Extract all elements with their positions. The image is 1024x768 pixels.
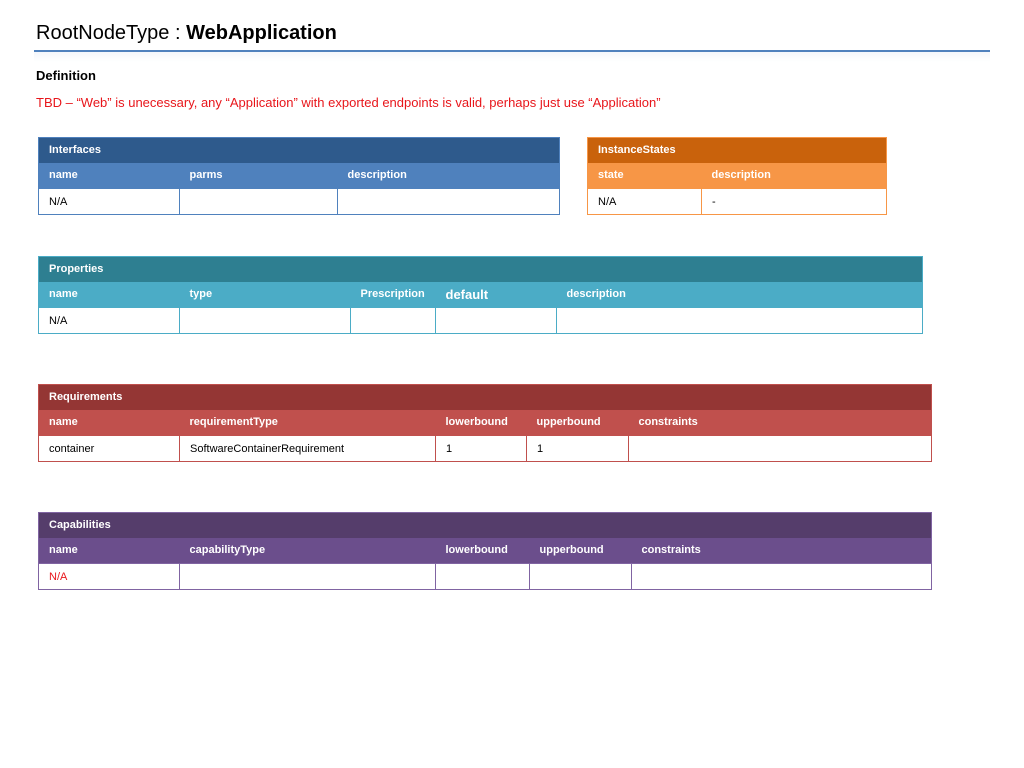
table-row <box>39 564 932 590</box>
column-header: description <box>702 163 887 189</box>
definition-text: TBD – “Web” is unecessary, any “Application” with exported endpoints is valid, perhaps just use “Application” <box>36 95 661 110</box>
column-header: name <box>39 282 180 308</box>
column-header: state <box>588 163 702 189</box>
column-header: name <box>39 410 180 436</box>
capabilities-title: Capabilities <box>39 513 932 538</box>
table-cell: N/A <box>39 564 180 590</box>
table-cell <box>180 564 436 590</box>
table-cell: N/A <box>39 189 180 215</box>
table-cell: N/A <box>39 308 180 334</box>
capabilities-table <box>38 512 932 590</box>
table-cell <box>557 308 923 334</box>
table-row <box>39 189 560 215</box>
column-header: lowerbound <box>436 410 527 436</box>
column-header: capabilityType <box>180 538 436 564</box>
table-cell <box>180 308 351 334</box>
table-cell <box>632 564 932 590</box>
column-header: upperbound <box>527 410 629 436</box>
column-header: description <box>557 282 923 308</box>
table-cell <box>180 189 338 215</box>
column-header: upperbound <box>530 538 632 564</box>
table-row <box>39 436 932 462</box>
table-cell <box>436 308 557 334</box>
table-cell: 1 <box>436 436 527 462</box>
column-header: requirementType <box>180 410 436 436</box>
interfaces-header-row <box>39 163 560 189</box>
page-title-prefix: RootNodeType : <box>36 22 187 44</box>
table-row <box>588 189 887 215</box>
requirements-header-row <box>39 410 932 436</box>
column-header: constraints <box>632 538 932 564</box>
table-cell: container <box>39 436 180 462</box>
table-cell: 1 <box>527 436 629 462</box>
properties-table <box>38 256 923 334</box>
column-header: type <box>180 282 351 308</box>
table-cell: SoftwareContainerRequirement <box>180 436 436 462</box>
column-header: name <box>39 538 180 564</box>
table-cell <box>351 308 436 334</box>
properties-header-row <box>39 282 923 308</box>
column-header: description <box>338 163 560 189</box>
table-row <box>39 308 923 334</box>
page-title <box>36 20 337 46</box>
column-header: name <box>39 163 180 189</box>
instance-states-header-row <box>588 163 887 189</box>
table-cell: - <box>702 189 887 215</box>
definition-heading: Definition <box>36 68 96 83</box>
interfaces-table <box>38 137 560 215</box>
instance-states-title: InstanceStates <box>588 138 887 163</box>
capabilities-header-row <box>39 538 932 564</box>
table-cell <box>629 436 932 462</box>
requirements-title: Requirements <box>39 385 932 410</box>
table-cell <box>436 564 530 590</box>
table-cell: N/A <box>588 189 702 215</box>
column-header: default <box>436 282 557 308</box>
requirements-table <box>38 384 932 462</box>
column-header: Prescription <box>351 282 436 308</box>
properties-title: Properties <box>39 257 923 282</box>
table-cell <box>338 189 560 215</box>
column-header: constraints <box>629 410 932 436</box>
table-cell <box>530 564 632 590</box>
column-header: lowerbound <box>436 538 530 564</box>
interfaces-title: Interfaces <box>39 138 560 163</box>
instance-states-table <box>587 137 887 215</box>
title-shadow <box>34 52 990 62</box>
page-title-name: WebApplication <box>186 22 337 44</box>
column-header: parms <box>180 163 338 189</box>
